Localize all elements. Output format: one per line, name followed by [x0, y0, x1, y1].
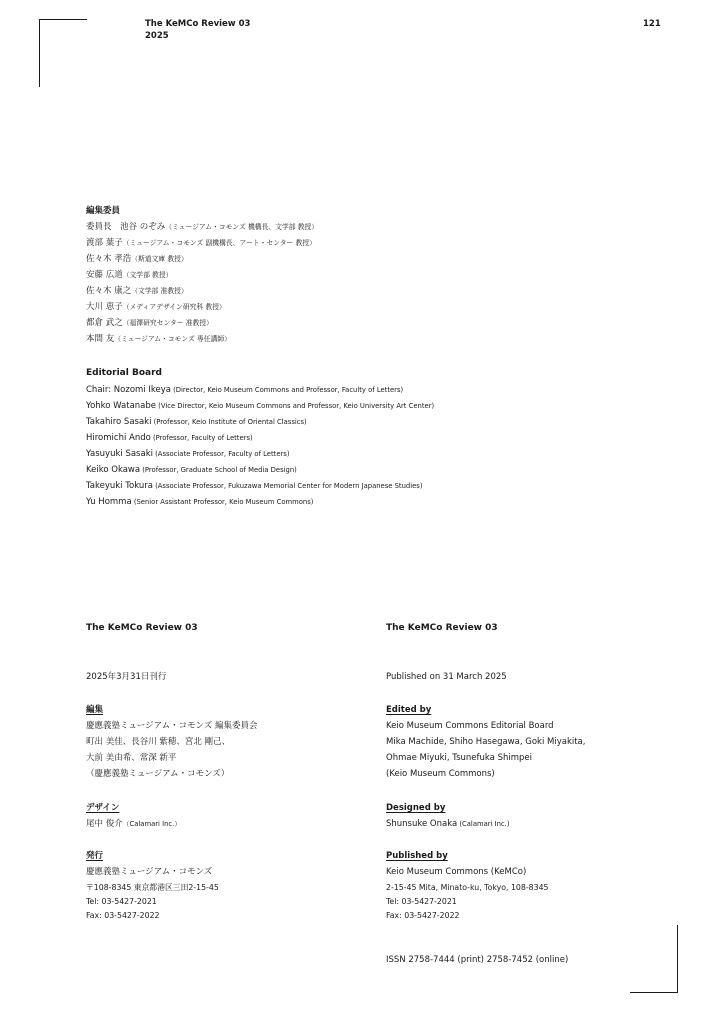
colophon-en-address: 2-15-45 Mita, Minato-ku, Tokyo, 108-8345 — [386, 883, 549, 892]
colophon-ja-edited-heading: 編集 — [86, 705, 104, 715]
colophon-ja-fax: Fax: 03-5427-2022 — [86, 911, 160, 920]
editorial-board-ja — [86, 203, 486, 353]
list-item: Takahiro Sasaki (Professor, Keio Institute of Oriental Classics) — [86, 417, 307, 427]
colophon-en-edited-line: (Keio Museum Commons) — [386, 769, 495, 779]
editorial-board-en — [86, 365, 646, 515]
running-header-journal: The KeMCo Review 03 — [145, 19, 251, 29]
list-item: 都倉 武之（福澤研究センター 准教授） — [86, 318, 213, 328]
list-item: Takeyuki Tokura (Associate Professor, Fukuzawa Memorial Center for Modern Japanese Studies) — [86, 481, 423, 491]
list-item: Yu Homma (Senior Assistant Professor, Keio Museum Commons) — [86, 497, 314, 507]
list-item: Chair: Nozomi Ikeya (Director, Keio Museum Commons and Professor, Faculty of Letters) — [86, 385, 404, 395]
colophon-ja-design-heading: デザイン — [86, 803, 120, 813]
crop-mark-bottom-right-horizontal — [630, 992, 678, 993]
list-item: 佐々木 康之（文学部 准教授） — [86, 286, 188, 296]
list-item: Yohko Watanabe (Vice Director, Keio Museum Commons and Professor, Keio University Art Center) — [86, 401, 435, 411]
colophon-ja-edited-line: 大前 美由希、常深 新平 — [86, 753, 177, 763]
colophon-ja-edited-line: 町出 美佳、長谷川 紫穂、宮北 剛己、 — [86, 737, 231, 747]
colophon-en-edited-heading: Edited by — [386, 705, 432, 715]
list-item: Yasuyuki Sasaki (Associate Professor, Faculty of Letters) — [86, 449, 290, 459]
colophon-en-fax: Fax: 03-5427-2022 — [386, 911, 460, 920]
list-item: 本間 友（ミュージアム・コモンズ 専任講師） — [86, 334, 231, 344]
colophon-en-publisher: Keio Museum Commons (KeMCo) — [386, 867, 527, 877]
colophon-en-edited-line: Mika Machide, Shiho Hasegawa, Goki Miyakita, — [386, 737, 586, 747]
colophon-ja — [86, 620, 366, 930]
page-number: 121 — [643, 19, 661, 29]
colophon-ja-designer: 尾中 俊介（Calamari Inc.） — [86, 819, 182, 829]
colophon-en — [386, 620, 676, 970]
list-item: 渡部 葉子（ミュージアム・コモンズ 副機構長、アート・センター 教授） — [86, 238, 316, 248]
colophon-ja-publisher: 慶應義塾ミュージアム・コモンズ — [86, 867, 213, 877]
editorial-board-en-heading: Editorial Board — [86, 368, 162, 378]
colophon-ja-edited-line: （慶應義塾ミュージアム・コモンズ） — [86, 769, 230, 779]
list-item: 大川 恵子（メディアデザイン研究科 教授） — [86, 302, 226, 312]
list-item: 佐々木 孝浩（斯道文庫 教授） — [86, 254, 188, 264]
crop-mark-top-left-horizontal — [39, 19, 87, 20]
list-item: 委員長 池谷 のぞみ（ミュージアム・コモンズ 機構長、文学部 教授） — [86, 222, 319, 232]
running-header-year: 2025 — [145, 31, 169, 41]
colophon-ja-date: 2025年3月31日刊行 — [86, 672, 167, 682]
colophon-en-published-heading: Published by — [386, 851, 448, 861]
colophon-ja-edited-line: 慶應義塾ミュージアム・コモンズ 編集委員会 — [86, 721, 258, 731]
colophon-ja-address: 〒108-8345 東京都港区三田2-15-45 — [86, 883, 219, 892]
list-item: 安藤 広道（文学部 教授） — [86, 270, 173, 280]
crop-mark-top-left-vertical — [39, 19, 40, 87]
colophon-en-tel: Tel: 03-5427-2021 — [386, 897, 457, 906]
colophon-en-designer: Shunsuke Onaka (Calamari Inc.) — [386, 819, 510, 829]
colophon-en-edited-line: Ohmae Miyuki, Tsunefuka Shimpei — [386, 753, 532, 763]
issn: ISSN 2758-7444 (print) 2758-7452 (online) — [386, 955, 569, 965]
colophon-ja-published-heading: 発行 — [86, 851, 104, 861]
list-item: Hiromichi Ando (Professor, Faculty of Letters) — [86, 433, 253, 443]
list-item: Keiko Okawa (Professor, Graduate School of Media Design) — [86, 465, 297, 475]
colophon-ja-tel: Tel: 03-5427-2021 — [86, 897, 157, 906]
colophon-en-edited-line: Keio Museum Commons Editorial Board — [386, 721, 554, 731]
colophon-ja-title: The KeMCo Review 03 — [86, 623, 198, 633]
colophon-en-title: The KeMCo Review 03 — [386, 623, 498, 633]
editorial-board-ja-heading: 編集委員 — [86, 206, 121, 216]
colophon-en-design-heading: Designed by — [386, 803, 446, 813]
colophon-en-date: Published on 31 March 2025 — [386, 672, 507, 682]
crop-mark-bottom-right-vertical — [677, 925, 678, 993]
